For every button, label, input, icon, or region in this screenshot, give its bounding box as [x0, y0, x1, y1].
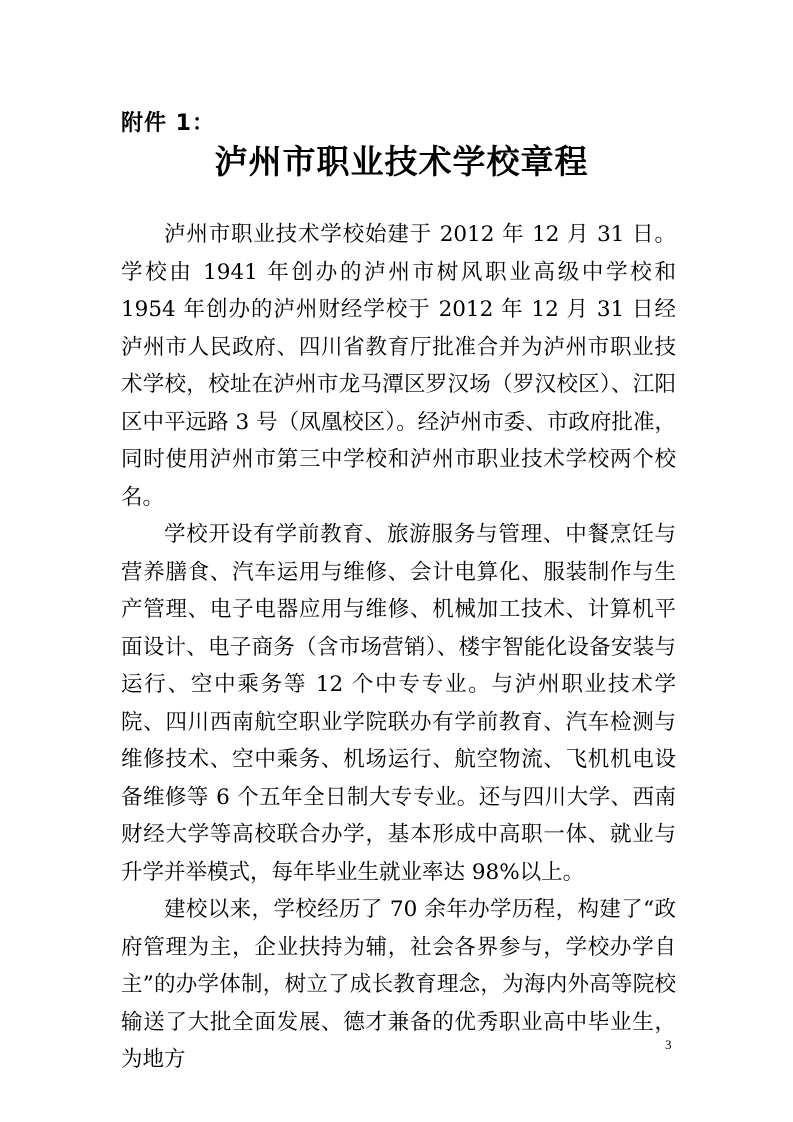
- paragraph: 学校开设有学前教育、旅游服务与管理、中餐烹饪与营养膳食、汽车运用与维修、会计电算化、服装制作与生产管理、电子电器应用与维修、机械加工技术、计算机平面设计、电子商务（含市场营销）、楼宇智能化设备安装与运行、空中乘务等 12 个中专专业。与泸州职业技术学院、四川西南航空职业学院联办有学前教育、汽车检测与维修技术、空中乘务、机场运行、航空物流、飞机机电设备维修等 6 个五年全日制大专专业。还与四川大学、西南财经大学等高校联合办学，基本形成中高职一体、就业与升学并举模式，每年毕业生就业率达 98%以上。: [121, 522, 676, 885]
- paragraph: 建校以来，学校经历了 70 余年办学历程，构建了“政府管理为主，企业扶持为辅，社会各界参与，学校办学自主”的办学体制，树立了成长教育理念，为海内外高等院校输送了大批全面发展、德才兼备的优秀职业高中毕业生，为地方: [121, 897, 676, 1072]
- attachment-label: 附件 1：: [121, 111, 215, 136]
- page-number: 3: [665, 1037, 672, 1052]
- page-title: 泸州市职业技术学校章程: [214, 142, 589, 181]
- document-body: [121, 216, 676, 1079]
- paragraph: 泸州市职业技术学校始建于 2012 年 12 月 31 日。学校由 1941 年创办的泸州市树风职业高级中学校和 1954 年创办的泸州财经学校于 2012 年 12 月 31 日经泸州市人民政府、四川省教育厅批准合并为泸州市职业技术学校，校址在泸州市龙马潭区罗汉场（罗汉校区）、江阳区中平远路 3 号（凤凰校区）。经泸州市委、市政府批准，同时使用泸州市第三中学校和泸州市职业技术学校两个校名。: [121, 222, 676, 510]
